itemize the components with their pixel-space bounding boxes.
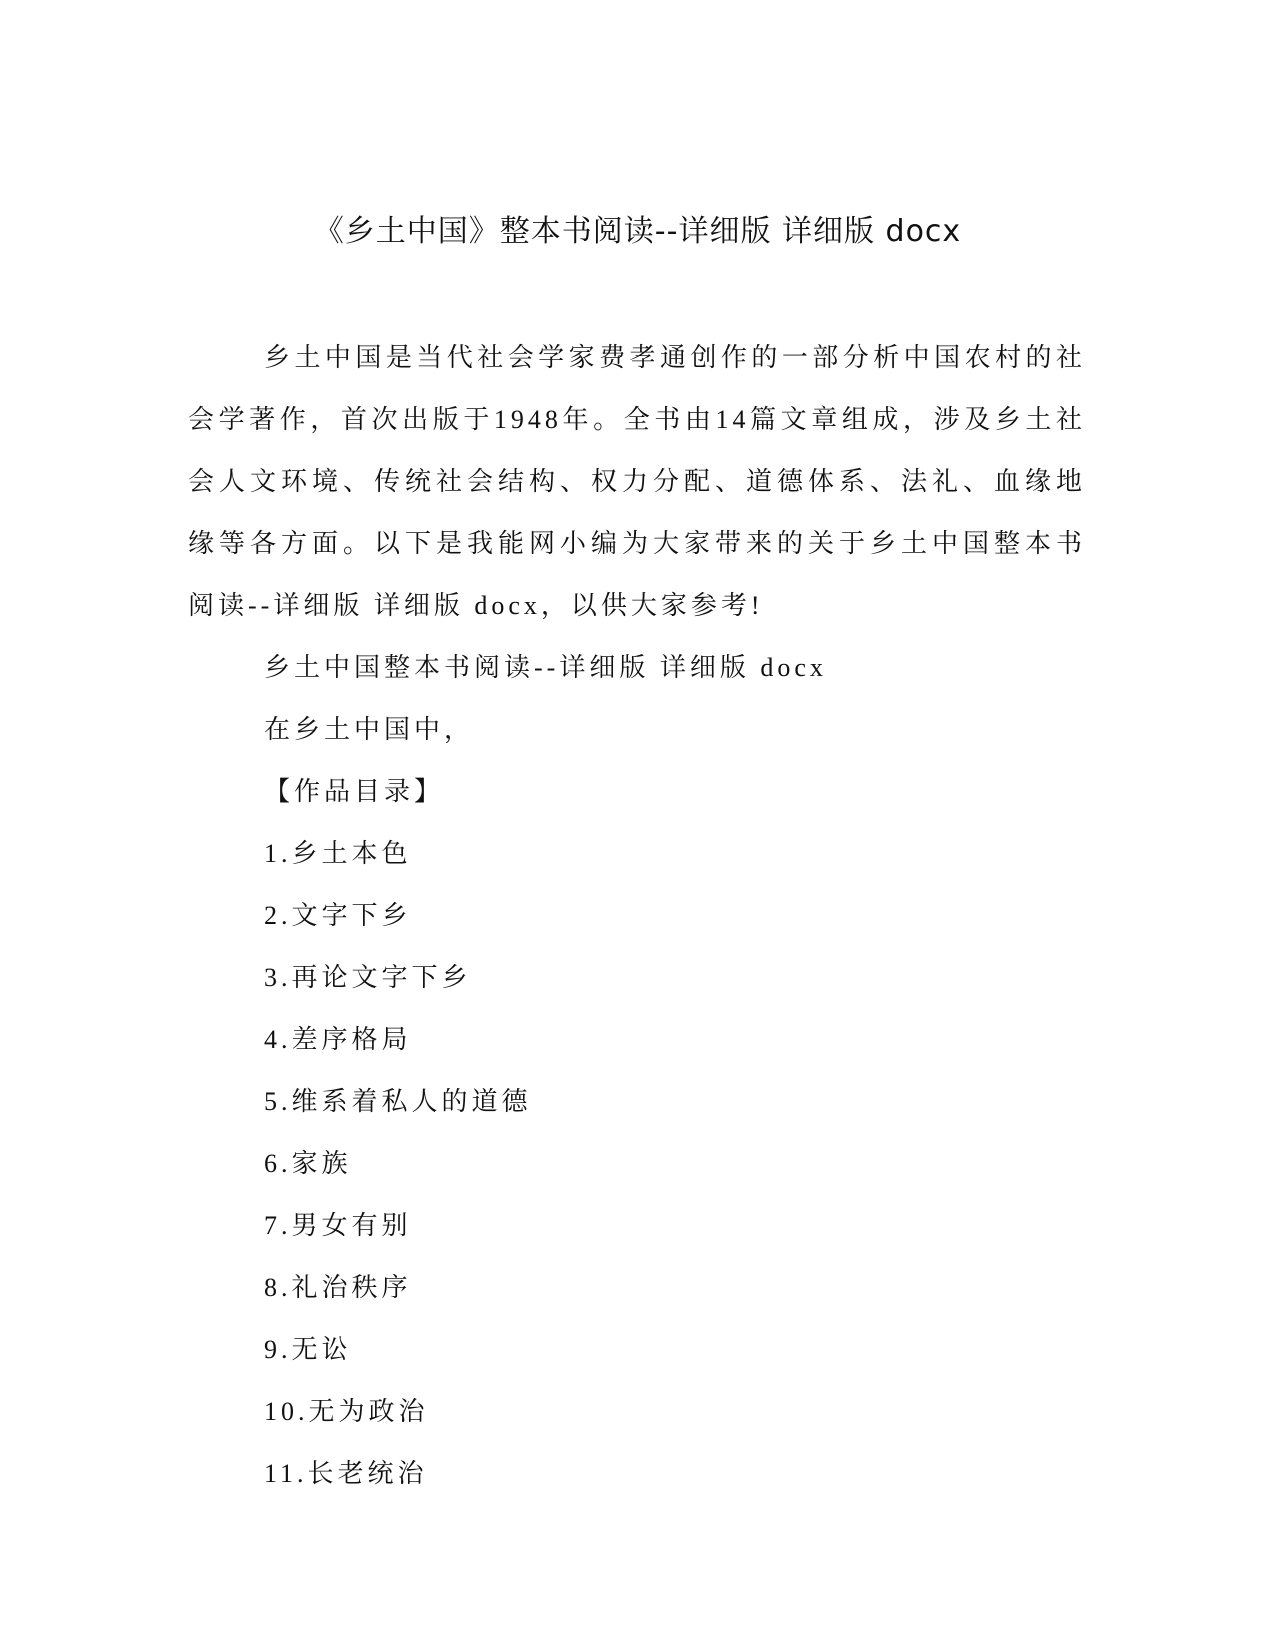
toc-list <box>188 823 1086 1505</box>
lead-line: 在乡土中国中， <box>264 715 475 744</box>
intro-paragraph: 乡土中国是当代社会学家费孝通创作的一部分析中国农村的社会学著作，首次出版于1948年。全书由14篇文章组成，涉及乡土社会人文环境、传统社会结构、权力分配、道德体系、法礼、血缘地缘等各方面。以下是我能网小编为大家带来的关于乡土中国整本书阅读--详细版 详细版 docx，以供大家参考! <box>188 343 1086 620</box>
toc-item: 4.差序格局 <box>264 1025 412 1054</box>
toc-item: 1.乡土本色 <box>264 839 412 868</box>
document-title: 《乡土中国》整本书阅读--详细版 详细版 docx <box>313 214 962 249</box>
toc-item: 9.无讼 <box>264 1335 352 1364</box>
toc-item: 10.无为政治 <box>264 1397 429 1426</box>
toc-item: 5.维系着私人的道德 <box>264 1087 532 1116</box>
document-body <box>188 327 1086 1505</box>
toc-item: 7.男女有别 <box>264 1211 412 1240</box>
toc-item: 8.礼治秩序 <box>264 1273 412 1302</box>
toc-item: 11.长老统治 <box>264 1459 428 1488</box>
toc-item: 3.再论文字下乡 <box>264 963 472 992</box>
toc-heading: 【作品目录】 <box>264 777 445 806</box>
subheading: 乡土中国整本书阅读--详细版 详细版 docx <box>264 653 827 682</box>
toc-item: 6.家族 <box>264 1149 352 1178</box>
toc-item: 2.文字下乡 <box>264 901 412 930</box>
